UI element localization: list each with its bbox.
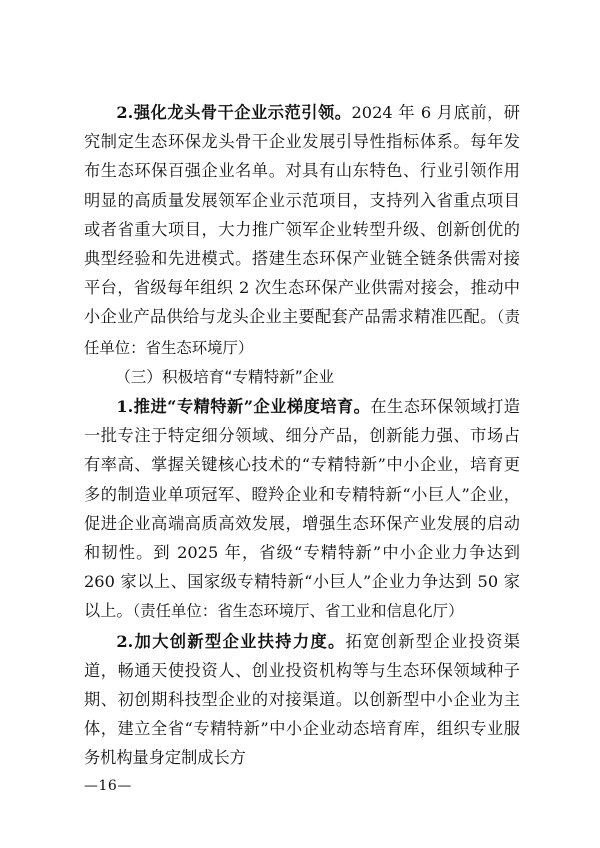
responsible-unit: （责任单位：省生态环境厅、省工业和信息化厅） [132, 602, 464, 621]
page-number: —16— [84, 778, 132, 794]
document-body [84, 98, 520, 774]
paragraph-gradient-cultivation [84, 392, 520, 627]
paragraph-text: 在生态环保领域打造一批专注于特定细分领域、细分产品，创新能力强、市场占有率高、掌握关键核心技术的“专精特新”中小企业，培育更多的制造业单项冠军、瞪羚企业和专精特新“小巨人”企业，促进企业高端高质高效发展，增强生态环保产业发展的启动和韧性。到 2025 年，省级“专精特新”中小企业力争达到 260 家以上、国家级专精特新“小巨人”企业力争达到 50 家以上。 [84, 397, 520, 621]
paragraph-innovative-support [84, 627, 520, 774]
section-heading: （三）积极培育“专精特新”企业 [115, 367, 335, 386]
paragraph-heading: 2.强化龙头骨干企业示范引领。 [116, 103, 352, 122]
paragraph-text: 拓宽创新型企业投资渠道，畅通天使投资人、创业投资机构等与生态环保领域种子期、初创期科技型企业的对接渠道。以创新型中小企业为主体，建立全省“专精特新”中小企业动态培育库，组织专业服务机构量身定制成长方 [84, 631, 520, 768]
paragraph-heading: 2.加大创新型企业扶持力度。 [116, 631, 346, 651]
paragraph-heading: 1.推进“专精特新”企业梯度培育。 [116, 397, 371, 417]
paragraph-text: 2024 年 6 月底前，研究制定生态环保龙头骨干企业发展引导性指标体系。每年发布生态环保百强企业名单。对具有山东特色、行业引领作用明显的高质量发展领军企业示范项目，支持列入省重点项目或者省重大项目，大力推广领军企业转型升级、创新创优的典型经验和先进模式。搭建生态环保产业链全链条供需对接平台，省级每年组织 2 次生态环保产业供需对接会，推动中小企业产品供给与龙头企业主要配套产品需求精准匹配。 [84, 103, 520, 327]
responsible-unit: （责任单位：省生态环境厅） [84, 308, 520, 357]
paragraph-leading-enterprises [84, 98, 520, 363]
